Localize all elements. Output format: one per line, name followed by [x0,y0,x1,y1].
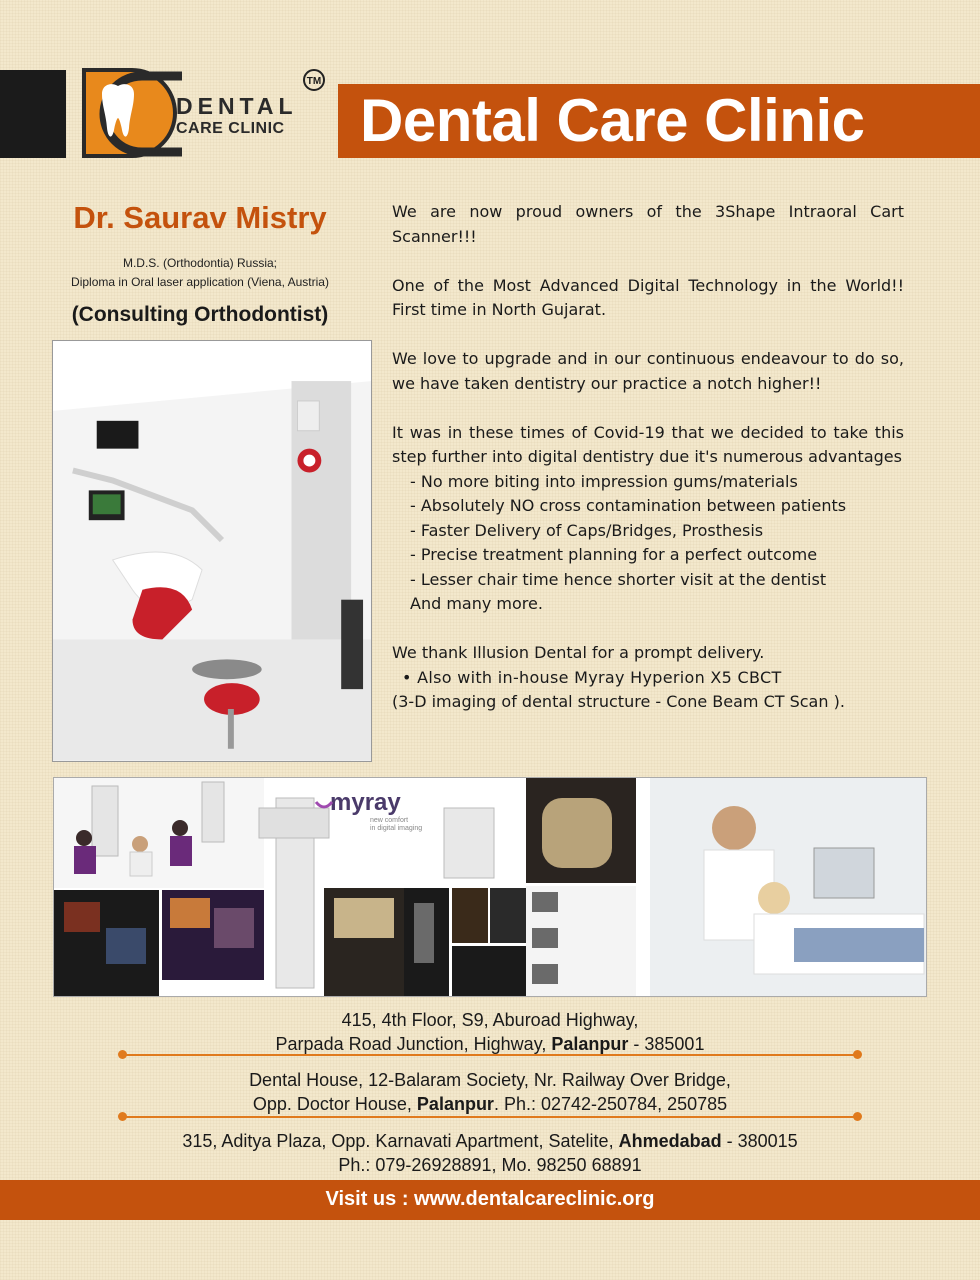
address-1-city: Palanpur [551,1034,629,1054]
advantage-item: - No more biting into impression gums/materials [410,471,798,491]
header-black-bar [0,70,66,158]
paragraph-upgrade: We love to upgrade and in our continuous endeavour to do so, we have taken dentistry our practice a notch higher!! [392,349,904,393]
paragraph-covid: It was in these times of Covid-19 that we decided to take this step further into digital dentistry due it's numerous advantages [392,422,904,466]
clinic-room-photo [52,340,372,762]
footer-bar [0,1180,980,1220]
divider-1-dot-right [853,1050,862,1059]
address-2-line-2 [0,1092,980,1116]
address-2-phone: . Ph.: 02742-250784, 250785 [493,1094,728,1114]
myray-tagline-1: new comfort [370,817,409,824]
paragraph-scanner: We are now proud owners of the 3Shape Intraoral Cart Scanner!!! [392,202,904,246]
doctor-name: Dr. Saurav Mistry [73,200,327,235]
logo-text-care-clinic: CARE CLINIC [176,120,285,137]
and-many-more: And many more. [410,594,543,613]
doctor-qualification-1: M.D.S. (Orthodontia) Russia; [122,256,278,270]
equipment-collage-image [54,778,927,997]
address-1-line-2 [0,1032,980,1056]
header-title-bar [338,84,980,158]
advantage-item: - Absolutely NO cross contamination between patients [410,496,847,515]
address-3-line-2: Ph.: 079-26928891, Mo. 98250 68891 [338,1155,642,1175]
address-3-pin: - 380015 [721,1131,798,1151]
address-3-line-1 [0,1129,980,1153]
address-2-line-1: Dental House, 12-Balaram Society, Nr. Railway Over Bridge, [249,1070,731,1090]
cbct-description: (3-D imaging of dental structure - Cone Beam CT Scan ). [392,692,845,711]
doctor-qualification-2: Diploma in Oral laser application (Viena, Austria) [71,275,329,289]
address-3-city: Ahmedabad [618,1131,722,1151]
page-title: Dental Care Clinic [360,87,865,154]
myray-tagline-2: in digital imaging [370,825,423,832]
thanks-line: We thank Illusion Dental for a prompt delivery. [392,643,765,662]
divider-2-dot-left [118,1112,127,1121]
cbct-bullet: • Also with in-house Myray Hyperion X5 CBCT [402,667,782,687]
divider-1-dot-left [118,1050,127,1059]
address-3-street: 315, Aditya Plaza, Opp. Karnavati Apartment, Satelite, [182,1131,619,1151]
address-1-pin: - 385001 [628,1034,705,1054]
divider-2 [122,1116,858,1118]
advantage-item: - Lesser chair time hence shorter visit at the dentist [410,569,827,589]
address-1-street: Parpada Road Junction, Highway, [275,1034,552,1054]
logo-text-dental: DENTAL [176,93,298,119]
address-2-city: Palanpur [416,1094,494,1114]
doctor-role: (Consulting Orthodontist) [71,303,329,326]
website-link[interactable]: Visit us : www.dentalcareclinic.org [325,1188,655,1210]
trademark-badge: TM [303,69,325,91]
divider-2-dot-right [853,1112,862,1121]
address-1-line-1: 415, 4th Floor, S9, Aburoad Highway, [341,1010,639,1030]
paragraph-technology: One of the Most Advanced Digital Technology in the World!! First time in North Gujarat. [392,275,904,319]
address-2 [0,1068,980,1116]
advantage-item: - Faster Delivery of Caps/Bridges, Prosthesis [410,520,764,540]
equipment-collage [53,777,927,997]
body-text [392,200,904,715]
address-3 [0,1129,980,1177]
myray-logo-text: myray [330,789,401,816]
address-2-street: Opp. Doctor House, [252,1094,417,1114]
advantage-item: - Precise treatment planning for a perfect outcome [410,545,818,564]
address-1 [0,1008,980,1056]
divider-1 [122,1054,858,1056]
